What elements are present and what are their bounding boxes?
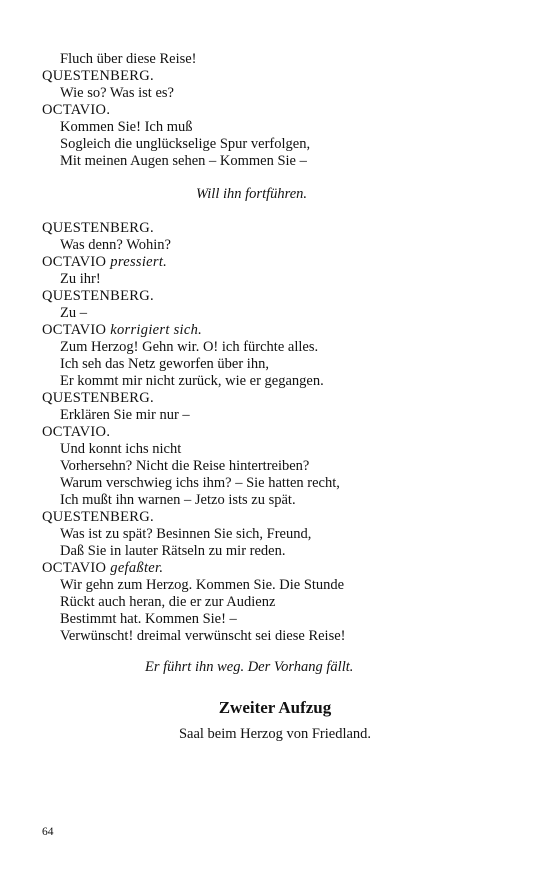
speaker-label	[42, 254, 167, 271]
verse-line: Rückt auch heran, die er zur Audienz	[60, 594, 276, 610]
speaker-label: OCTAVIO.	[42, 102, 111, 118]
scene-setting: Saal beim Herzog von Friedland.	[178, 726, 372, 742]
verse-line: Ich mußt ihn warnen – Jetzo ists zu spät.	[60, 492, 296, 508]
stage-direction: Will ihn fortführen.	[196, 186, 308, 202]
verse-line: Fluch über diese Reise!	[60, 51, 197, 67]
speaker-direction: gefaßter.	[110, 560, 164, 576]
verse-line: Zu ihr!	[60, 271, 101, 287]
verse-line: Wie so? Was ist es?	[60, 85, 174, 101]
verse-line: Wir gehn zum Herzog. Kommen Sie. Die Stunde	[60, 577, 345, 593]
verse-line: Er kommt mir nicht zurück, wie er gegangen.	[60, 373, 324, 389]
verse-line: Sogleich die unglückselige Spur verfolgen,	[60, 136, 311, 152]
verse-line: Bestimmt hat. Kommen Sie! –	[60, 611, 237, 627]
verse-line: Warum verschwieg ichs ihm? – Sie hatten recht,	[60, 475, 340, 491]
verse-line: Was denn? Wohin?	[60, 237, 171, 253]
speaker-name: OCTAVIO	[42, 322, 107, 338]
verse-line: Und konnt ichs nicht	[60, 441, 182, 457]
verse-line: Was ist zu spät? Besinnen Sie sich, Freund,	[60, 526, 312, 542]
verse-line: Erklären Sie mir nur –	[60, 407, 190, 423]
speaker-label	[42, 560, 163, 577]
stage-direction: Er führt ihn weg. Der Vorhang fällt.	[145, 659, 354, 675]
speaker-label: QUESTENBERG.	[42, 220, 154, 236]
speaker-label: QUESTENBERG.	[42, 68, 154, 84]
speaker-label: QUESTENBERG.	[42, 509, 154, 525]
verse-line: Daß Sie in lauter Rätseln zu mir reden.	[60, 543, 286, 559]
speaker-label: QUESTENBERG.	[42, 288, 154, 304]
verse-line: Mit meinen Augen sehen – Kommen Sie –	[60, 153, 307, 169]
speaker-name: OCTAVIO	[42, 254, 107, 270]
speaker-label: QUESTENBERG.	[42, 390, 154, 406]
act-heading: Zweiter Aufzug	[218, 698, 332, 717]
verse-line: Ich seh das Netz geworfen über ihn,	[60, 356, 269, 372]
verse-line: Zum Herzog! Gehn wir. O! ich fürchte alles.	[60, 339, 319, 355]
speaker-direction: korrigiert sich.	[110, 322, 203, 338]
verse-line: Kommen Sie! Ich muß	[60, 119, 193, 135]
page-number: 64	[42, 826, 54, 838]
verse-line: Verwünscht! dreimal verwünscht sei diese Reise!	[60, 628, 346, 644]
speaker-direction: pressiert.	[110, 254, 168, 270]
verse-line: Vorhersehn? Nicht die Reise hintertreiben?	[60, 458, 310, 474]
speaker-label: OCTAVIO.	[42, 424, 111, 440]
speaker-name: OCTAVIO	[42, 560, 107, 576]
verse-line: Zu –	[60, 305, 87, 321]
speaker-label	[42, 322, 202, 339]
